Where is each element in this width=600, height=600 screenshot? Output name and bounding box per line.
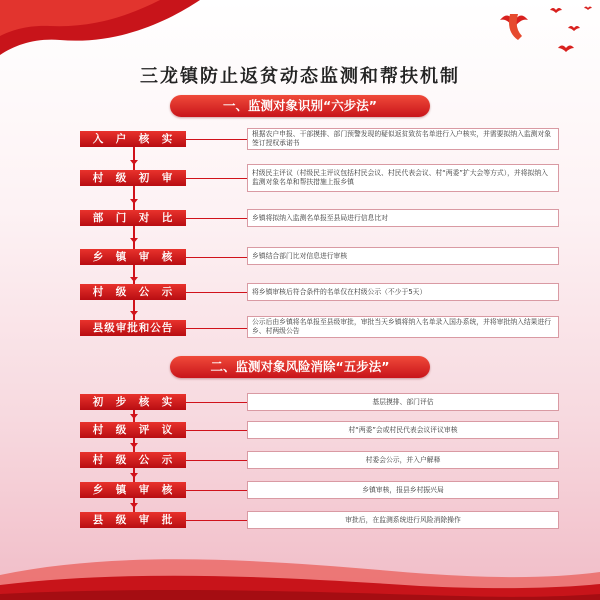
s1-step-4-desc: 乡镇结合部门比对信息进行审核	[247, 247, 559, 265]
s1-step-4-connector	[186, 257, 247, 258]
s1-step-2-desc: 村级民主评议（村级民主评议包括村民会议、村民代表会议、村“两委”扩大会等方式），并将拟纳入监测对象名单和帮扶措施上报乡镇	[247, 164, 559, 192]
s1-step-5-label: 村 级 公 示	[80, 284, 186, 300]
s1-step-2-label: 村 级 初 审	[80, 170, 186, 186]
s1-step-4-label: 乡 镇 审 核	[80, 249, 186, 265]
s1-step-3-desc: 乡镇将拟纳入监测名单报至县局进行信息比对	[247, 209, 559, 227]
s1-step-1-label: 入 户 核 实	[80, 131, 186, 147]
s1-step-6-connector	[186, 328, 247, 329]
page-title: 三龙镇防止返贫动态监测和帮扶机制	[140, 66, 460, 87]
s1-step-3-label: 部 门 对 比	[80, 210, 186, 226]
s1-step-3-connector	[186, 218, 247, 219]
section1-heading: 一、监测对象识别“六步法”	[170, 95, 430, 117]
s2-step-1-connector	[186, 402, 247, 403]
s2-step-3-desc: 村委会公示，并入户解释	[247, 451, 559, 469]
s1-step-5-desc: 将乡镇审核后符合条件的名单仅在村级公示（不少于5天）	[247, 283, 559, 301]
section2-heading: 二、监测对象风险消除“五步法”	[170, 356, 430, 378]
s1-step-2-connector	[186, 178, 247, 179]
s2-step-1-label: 初 步 核 实	[80, 394, 186, 410]
chevron-down-icon	[130, 443, 138, 448]
s2-step-1-desc: 基层摸排、部门评估	[247, 393, 559, 411]
wave-decoration-icon	[0, 530, 600, 600]
s2-step-3-label: 村 级 公 示	[80, 452, 186, 468]
s1-step-5-connector	[186, 292, 247, 293]
bird-icon	[480, 0, 600, 70]
s1-step-6-desc: 公示后由乡镇将名单报至县级审批，审批当天乡镇将纳入名单录入国办系统，并将审批纳入结果进行乡、村两级公告	[247, 316, 559, 338]
chevron-down-icon	[130, 277, 138, 282]
s2-step-5-desc: 审批后，在监测系统进行风险消除操作	[247, 511, 559, 529]
chevron-down-icon	[130, 238, 138, 243]
chevron-down-icon	[130, 160, 138, 165]
s1-step-6-label: 县级审批和公告	[80, 320, 186, 336]
chevron-down-icon	[130, 199, 138, 204]
red-flag-icon	[0, 0, 200, 60]
s2-step-5-label: 县 级 审 批	[80, 512, 186, 528]
s2-step-3-connector	[186, 460, 247, 461]
s2-step-4-desc: 乡镇审核，报县乡村振兴局	[247, 481, 559, 499]
s2-step-5-connector	[186, 520, 247, 521]
chevron-down-icon	[130, 473, 138, 478]
s2-step-2-label: 村 级 评 议	[80, 422, 186, 438]
s2-step-2-desc: 村“两委”会或村民代表会议评议审核	[247, 421, 559, 439]
s2-step-4-label: 乡 镇 审 核	[80, 482, 186, 498]
chevron-down-icon	[130, 503, 138, 508]
chevron-down-icon	[130, 311, 138, 316]
s1-step-1-desc: 根据农户申报、干部摸排、部门预警发现的疑似返贫致贫名单进行入户核实，并需要拟纳入监测对象签订授权承诺书	[247, 128, 559, 150]
s1-step-1-connector	[186, 139, 247, 140]
s2-step-4-connector	[186, 490, 247, 491]
chevron-down-icon	[130, 414, 138, 419]
s2-step-2-connector	[186, 430, 247, 431]
